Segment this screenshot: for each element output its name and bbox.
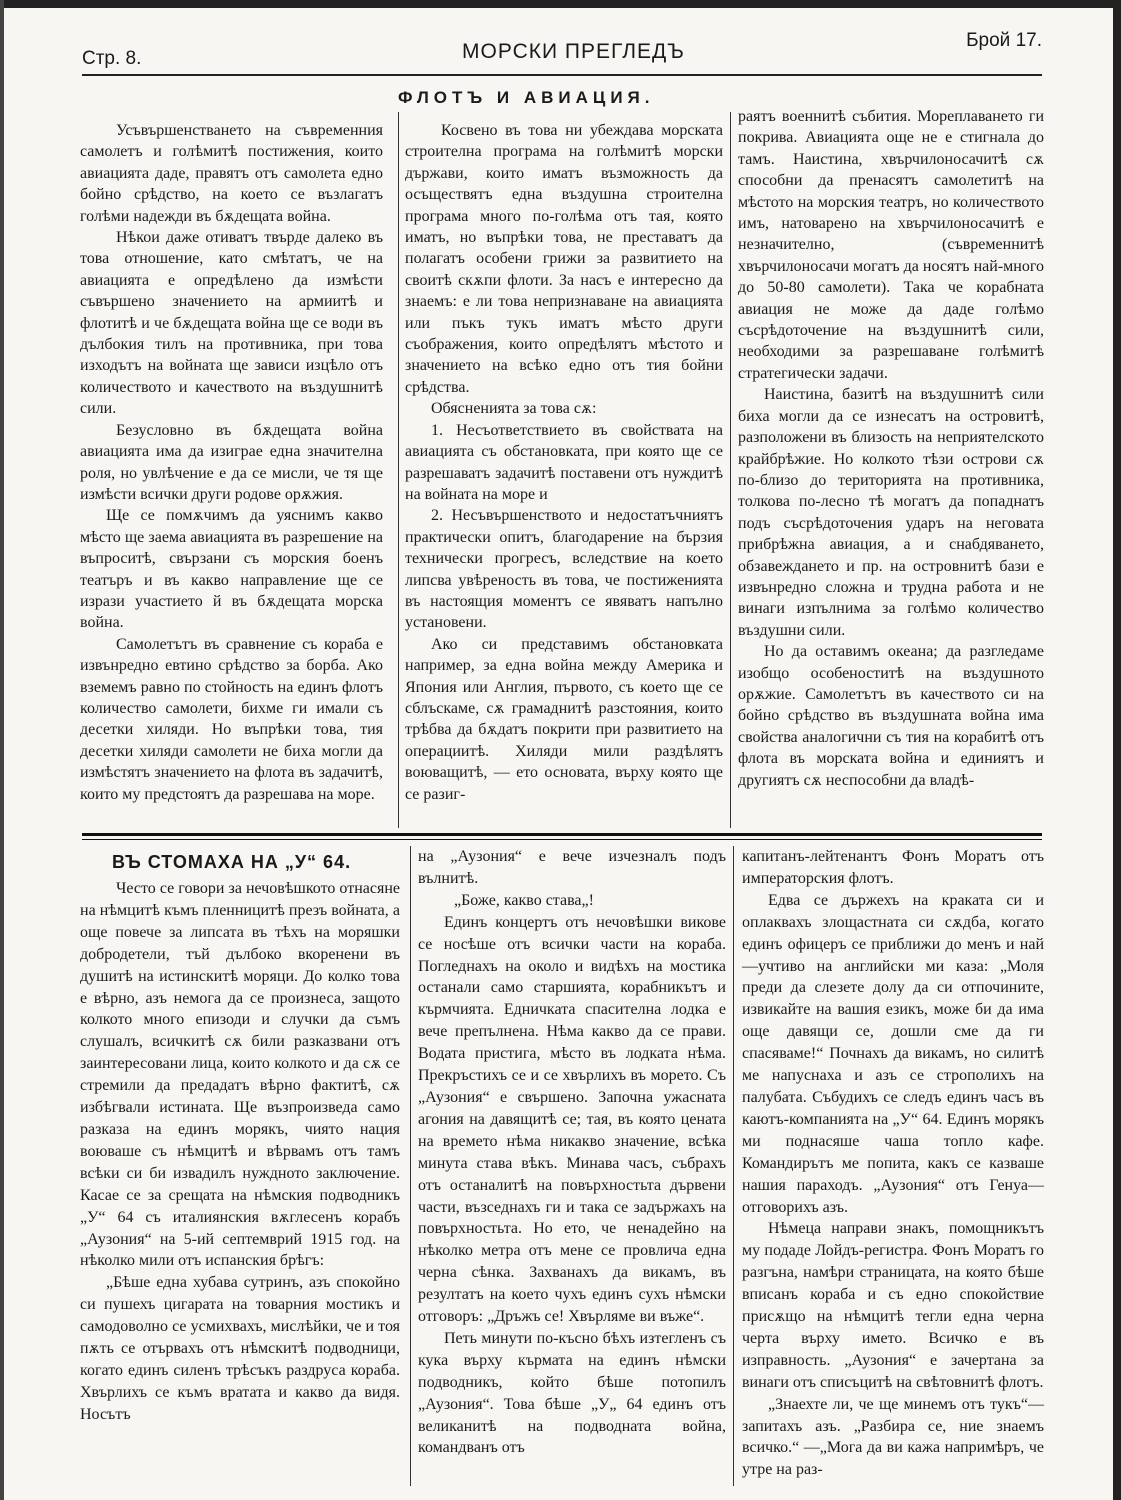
magazine-title: МОРСКИ ПРЕГЛЕДЪ [462,40,685,63]
paragraph: Косвено въ това ни убеждава морската строителна програма на голѣмитѣ морски държави, които иматъ възможность да осъществятъ една въздушна строителна програма много по-голѣма отъ тая, която иматъ, но въпрѣки това, не преставатъ да полагатъ особени грижи за развитието на своитѣ скѫпи флоти. За насъ е интересно да знаемъ: е ли това непризнаване на авиацията или пъкъ тукъ иматъ мѣсто други съображения, които опредѣлятъ мѣстото и значението на всѣко едно отъ тия бойни срѣдства. [405,122,723,396]
paragraph: 2. Несъвършенството и недостатъчниятъ практически опитъ, благодарение на бързия технически прогресъ, вследствие на което липсва увѣреность въ това, че постиженията въ настоящия моментъ се явяватъ напълно установени. [405,507,723,632]
article2-column-3 [742,846,1044,1481]
paragraph: Обясненията за това сѫ: [431,400,597,418]
column-divider [410,846,411,1486]
header-rule [82,74,1042,76]
issue-number: Брой 17. [966,30,1042,51]
article1-column-2 [405,120,723,805]
paragraph: Нѣмеца направи знакъ, помощникътъ му подаде Лойдъ-регистра. Фонъ Моратъ го разгъна, намѣри страницата, на която бѣше вписанъ кораба и съ едно спокойствие присѫщо на нѣмцитѣ тегли една черна черта върху името. Всичко е въ изправность. „Аузония“ е зачертана за винаги отъ списъцитѣ на свѣтовнитѣ флотъ. [742,1220,1044,1391]
column-divider [733,846,734,1486]
paragraph: Наистина, базитѣ на въздушнитѣ сили биха могли да се изнесатъ на островитѣ, разположени въ близость на неприятелското крайбрѣжие. Но колкото тѣзи острови сѫ по-близо до територията на противника, толкова по-лесно тѣ могатъ да попаднатъ подъ съсрѣдоточения ударъ на неговата прибрѣжна авиация, а и снабдяването, обзавеждането и пр. на островнитѣ бази е извънредно сложна и трудна работа и не винаги изпълнима за голѣмо количество въздушни сили. [738,386,1044,639]
column-divider [730,112,731,828]
page-number: Стр. 8. [82,48,142,69]
running-header [82,30,1042,70]
paragraph: Ако си представимъ обстановката например, за една война между Америка и Япония или Англия, първото, съ което ще се сблъскаме, сѫ грамаднитѣ разстояния, които трѣбва да бѫдатъ покрити при развитието на операциитѣ. Хиляди мили раздѣлятъ воюващитѣ, — ето основата, върху която ще се разиг- [405,635,723,803]
paragraph: Петь минути по-късно бѣхъ изтегленъ съ кука върху кърмата на единъ нѣмски подводникъ, който бѣше потопилъ „Аузония“. Това бѣше „У„ 64 единъ отъ великанитѣ на подводната война, командванъ отъ [418,1329,726,1457]
paragraph: „Боже, какво става„! [454,891,594,909]
article2-column-1 [80,878,400,1426]
column-divider [398,112,399,828]
paragraph: Често се говори за нечовѣшкото отнасяне на нѣмцитѣ къмъ пленницитѣ презъ войната, а още повече за липсата въ тѣхъ на моряшки добродетели, тъй дълбоко вкоренени въ душитѣ на истинскитѣ моряци. До колко това е вѣрно, азъ немога да се произнеса, защото колкото много епизоди и случки да съмъ слушалъ, всичкитѣ сѫ били разказвани отъ заинтересовани лица, които колкото и да сѫ се стремили да предадатъ вѣрно фактитѣ, сѫ избѣгвали истината. Ще възпроизведа само разказа на единъ морякъ, чиято нация воюваше съ нѣмцитѣ и вѣрвамъ отъ тамъ всѣки си би извадилъ нуждното заключение. Касае се за срещата на нѣмския подводникъ „У“ 64 съ италиянския вѫглесенъ корабъ „Аузония“ на 5-ий септемврий 1915 год. на нѣколко мили отъ испанския брѣгъ: [80,880,400,1270]
article2-column-2 [418,846,726,1459]
paragraph: „Знаехте ли, че ще минемъ отъ тукъ“—запитахъ азъ. „Разбира се, ние знаемъ всичко.“ —„Мога да ви кажа напримѣръ, че утре на раз- [742,1395,1044,1479]
paragraph: Самолетътъ въ сравнение съ кораба е извънредно евтино срѣдство за борба. Ако вземемъ равно по стойность на единъ флотъ количество самолети, бихме ги имали съ десетки хиляди. Но въпрѣки това, тия десетки хиляди самолети не биха могли да измѣстятъ значението на флота въ задачитѣ, които му предстоятъ да разрешава на море. [80,635,383,803]
article1-column-1 [80,120,383,805]
paragraph: Но да оставимъ океана; да разгледаме изобщо особеноститѣ на въздушното орѫжие. Самолетътъ въ качеството си на бойно срѣдство въ въздушната война има свойства аналогични съ тия на корабитѣ отъ флота въ морската война и единиятъ и другиятъ сѫ неспособни да владѣ- [738,643,1044,789]
paragraph: раятъ военнитѣ събития. Мореплаването ги покрива. Авиацията още не е стигнала до тамъ. Наистина, хвърчилоносачитѣ сѫ способни да пренасятъ самолетитѣ на мѣстото на морския театръ, но количеството имъ, натоварено на хвърчилоносачитѣ е незначително, (съвременнитѣ хвърчилоносачи могатъ да носятъ най-много до 50-80 самолети). Така че корабната авиация не може да даде голѣмо съсрѣдоточение на въздушнитѣ сили, необходими за разрешаване голѣмитѣ стратегически задачи. [738,108,1044,382]
paragraph: Едва се държехъ на краката си и оплаквахъ злощастната си сѫдба, когато единъ офицеръ се приближи до менъ и най—учтиво на английски ми каза: „Моля преди да слезете долу да си отпочините, извикайте на вашия езикъ, може би да има още давящи се, дошли сме да ги спасяваме!“ Почнахъ да викамъ, но силитѣ ме напуснаха и азъ се строполихъ на палубата. Събудихъ се следъ единъ часъ въ каютъ-компанията на „У“ 64. Единъ морякъ ми поднасяше чаша топло кафе. Командирътъ ме попита, какъ се казваше нашия параходъ. „Аузония“ отъ Генуа—отговорихъ азъ. [742,891,1044,1216]
section-rule-thin [82,839,1042,840]
paragraph: Безусловно въ бѫдещата война авиацията има да изиграе една значителна роля, но увлѣчение е да се мисли, че тя ще измѣсти всички други родове орѫжия. [80,421,383,503]
article1-title: ФЛОТЪ И АВИАЦИЯ. [398,88,655,107]
article1-column-3 [738,106,1044,791]
paragraph: „Бѣше една хубава сутринъ, азъ спокойно си пушехъ цигарата на товарния мостикъ и самодоволно се усмихвахъ, мислѣйки, че и тоя пѫть се отървахъ отъ нѣмскитѣ подводници, когато единъ силенъ трѣсъкъ раздруса кораба. Хвърлихъ се къмъ вратата и какво да видя. Носътъ [80,1274,400,1423]
section-rule [82,833,1042,836]
paragraph: Единъ концертъ отъ нечовѣшки викове се носѣше отъ всички части на кораба. Погледнахъ на около и видѣхъ на мостика останали само старшията, корабникътъ и кърмчията. Едничката спасителна лодка е вече препълнена. Нѣма какво да се прави. Водата пристига, мѣсто въ лодката нѣма. Прекръстихъ се и се хвърлихъ въ морето. Съ „Аузония“ е свършено. Започна ужасната агония на давящитѣ се; тая, въ която цената на времето нѣма никакво значение, всѣка минута става вѣкъ. Минава часъ, събрахъ отъ останалитѣ на повърхностьта дървени части, възседнахъ ги и така се задържахъ на повърхностьта. Но ето, че ненадейно на нѣколко метра отъ мене се провлича една черна сѣнка. Захванахъ да викамъ, въ резултатъ на което чухъ единъ сухъ нѣмски отговоръ: „Дръжъ се! Хвърляме ви въже“. [418,913,726,1326]
paragraph: Усъвършенстването на съвременния самолетъ и голѣмитѣ постижения, които авиацията даде, правятъ отъ самолета едно бойно срѣдство, на което се възлагатъ голѣми надежди въ бѫдещата война. [80,122,383,225]
paragraph: 1. Несъответствието въ свойствата на авиацията съ обстановката, при която ще се разрешаватъ задачитѣ поставени отъ нуждитѣ на войната на море и [405,421,723,503]
paragraph: Ще се помѫчимъ да уяснимъ какво мѣсто ще заема авиацията въ разрешение на въпроситѣ, свързани съ морския боенъ театъръ и въ какво направление ще се изрази участието й въ бѫдещата морска война. [80,507,383,632]
article2-title: ВЪ СТОМАХА НА „У“ 64. [112,852,352,872]
scan-edge-top [0,0,1121,8]
scan-edge-left [0,0,4,1500]
paragraph: Нѣкои даже отиватъ твърде далеко въ това отношение, като смѣтатъ, че на авиацията е опредѣлено да измѣсти съвършено значението на армиитѣ и флотитѣ и че бѫдещата война ще се води въ дълбокия тилъ на противника, при това изходътъ на войната ще зависи изцѣло отъ количеството и качеството на въздушнитѣ сили. [80,229,383,418]
paragraph: на „Аузония“ е вече изчезналъ подъ вълнитѣ. [418,848,726,887]
scan-edge-right [1113,0,1121,1500]
paragraph: капитанъ-лейтенантъ Фонъ Моратъ отъ императорския флотъ. [742,848,1044,887]
